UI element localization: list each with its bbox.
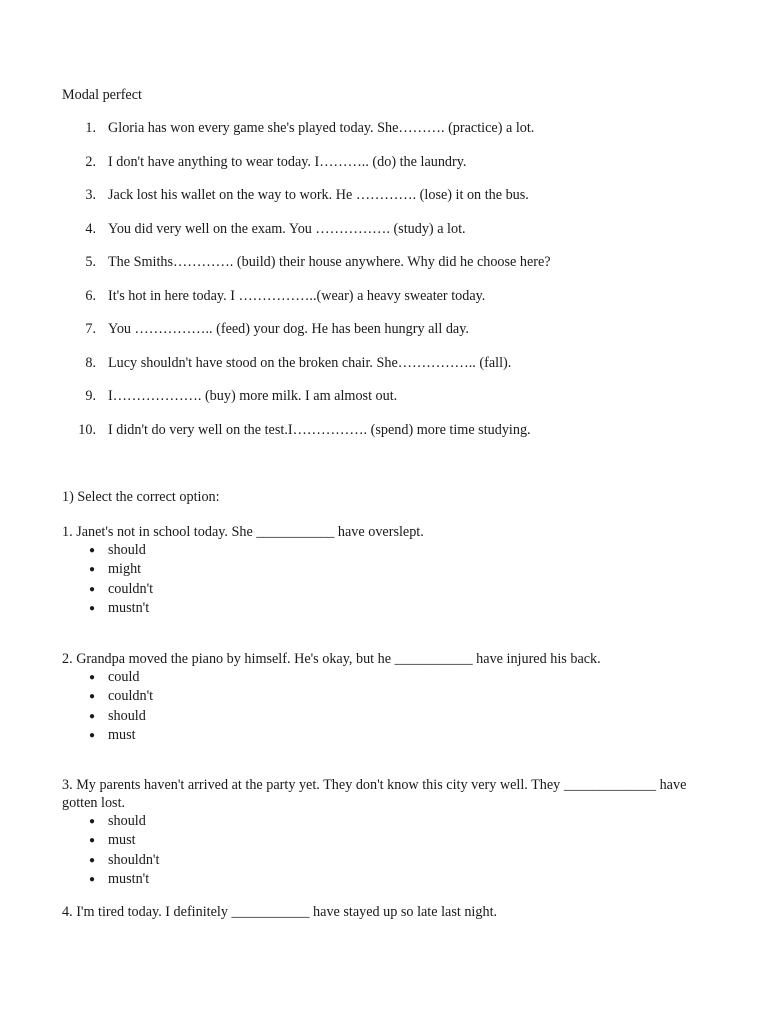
question-text: 4. I'm tired today. I definitely ___________ have stayed up so late last night. — [62, 904, 498, 920]
item-number: 3. — [85, 187, 96, 203]
option-item — [62, 580, 722, 599]
bullet-icon: ● — [89, 691, 96, 703]
option-label: shouldn't — [108, 851, 160, 868]
option-item — [62, 726, 722, 745]
multiple-choice-question — [62, 650, 722, 745]
item-text: Lucy shouldn't have stood on the broken chair. She…………….. (fall). — [108, 354, 512, 371]
multiple-choice-question — [62, 903, 722, 921]
item-number: 5. — [85, 254, 96, 270]
question-text: 1. Janet's not in school today. She ___________ have overslept. — [62, 524, 424, 540]
item-text: Gloria has won every game she's played today. She………. (practice) a lot. — [108, 120, 535, 136]
option-label: must — [108, 726, 136, 743]
option-item — [62, 812, 722, 831]
bullet-icon: ● — [89, 545, 96, 556]
question-text: 2. Grandpa moved the piano by himself. He's okay, but he ___________ have injured his back. — [62, 651, 601, 667]
exercise-item — [0, 388, 768, 422]
exercise-item — [0, 422, 768, 456]
item-number: 9. — [85, 388, 96, 404]
option-label: couldn't — [108, 580, 154, 597]
option-item — [62, 831, 722, 850]
item-text: It's hot in here today. I ……………..(wear) a heavy sweater today. — [108, 287, 486, 304]
item-number: 6. — [85, 287, 96, 304]
bullet-icon: ● — [89, 854, 96, 866]
exercise-item — [0, 321, 768, 355]
item-text: I don't have anything to wear today. I……….. (do) the laundry. — [108, 153, 467, 170]
option-item — [62, 707, 722, 726]
item-text: You did very well on the exam. You ……………. (study) a lot. — [108, 220, 466, 237]
bullet-icon: ● — [89, 873, 96, 885]
option-label: couldn't — [108, 688, 154, 705]
question-text: 3. My parents haven't arrived at the party yet. They don't know this city very well. They _____________ have gotten lost. — [62, 777, 687, 811]
exercise-item — [0, 154, 768, 188]
option-list — [62, 668, 722, 745]
item-number: 4. — [85, 220, 96, 237]
exercise-item — [0, 120, 768, 154]
item-number: 10. — [78, 421, 96, 438]
option-item — [62, 687, 722, 706]
bullet-icon: ● — [89, 729, 96, 741]
item-number: 7. — [85, 321, 96, 337]
exercise-item — [0, 254, 768, 288]
worksheet-title: Modal perfect — [62, 87, 142, 103]
exercise-item — [0, 221, 768, 255]
option-label: must — [108, 832, 136, 849]
exercise-item — [0, 355, 768, 389]
bullet-icon: ● — [89, 583, 96, 595]
multiple-choice-question — [62, 523, 722, 618]
option-item — [62, 851, 722, 870]
option-label: mustn't — [108, 870, 150, 887]
bullet-icon: ● — [89, 564, 96, 576]
item-number: 2. — [85, 153, 96, 170]
item-number: 8. — [85, 354, 96, 371]
option-item — [62, 599, 722, 618]
bullet-icon: ● — [89, 602, 96, 614]
bullet-icon: ● — [89, 710, 96, 722]
item-text: Jack lost his wallet on the way to work. He …………. (lose) it on the bus. — [108, 187, 529, 203]
option-item — [62, 668, 722, 687]
item-text: The Smiths…………. (build) their house anywhere. Why did he choose here? — [108, 254, 551, 270]
section-heading: 1) Select the correct option: — [62, 489, 220, 505]
fill-in-exercise-list — [0, 120, 768, 455]
bullet-icon: ● — [89, 672, 96, 683]
multiple-choice-question — [62, 776, 722, 889]
option-item — [62, 541, 722, 560]
bullet-icon: ● — [89, 816, 96, 827]
option-list — [62, 541, 722, 618]
exercise-item — [0, 288, 768, 322]
option-label: should — [108, 542, 146, 558]
item-text: I didn't do very well on the test.I……………. (spend) more time studying. — [108, 421, 531, 438]
option-label: might — [108, 561, 142, 578]
option-item — [62, 560, 722, 579]
option-label: could — [108, 669, 140, 685]
bullet-icon: ● — [89, 835, 96, 847]
option-label: mustn't — [108, 599, 150, 616]
option-list — [62, 812, 722, 889]
option-label: should — [108, 813, 146, 829]
option-item — [62, 870, 722, 889]
item-text: You …………….. (feed) your dog. He has been hungry all day. — [108, 321, 469, 337]
item-number: 1. — [85, 120, 96, 136]
exercise-item — [0, 187, 768, 221]
item-text: I………………. (buy) more milk. I am almost out. — [108, 388, 398, 404]
option-label: should — [108, 707, 146, 724]
